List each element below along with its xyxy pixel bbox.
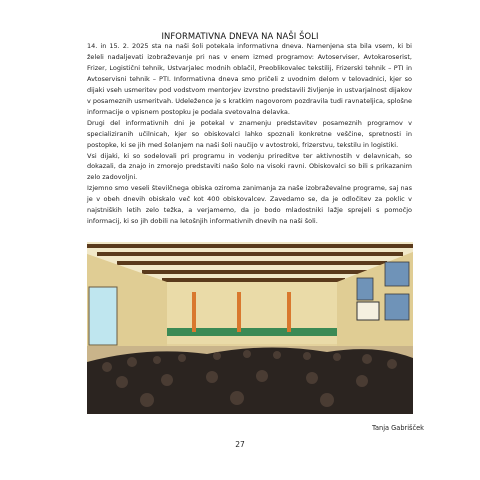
paragraph-2: Drugi del informativnih dni je potekal v znamenju predstavitev posameznih programov v specializiranih učilnicah, kjer so obiskovalci lahko spoznali konkretne veščine, spretnosti in postopke, ki se jih med šolanjem na naši šoli naučijo v avtostroki, frizerstvu, tekstilu in logistiki.: [87, 118, 412, 149]
basketball-backboard: [357, 302, 379, 320]
gym-event-photo: [87, 242, 413, 414]
paragraph-3: Vsi dijaki, ki so sodelovali pri programu in vodenju prireditve ter aktivnostih v delavnicah, so dokazali, da znajo in zmorejo predstaviti našo šolo na visoki ravni. Obiskovalci so bili s prikazanim zelo zadovoljni.: [87, 151, 412, 182]
page-number: 27: [235, 440, 245, 449]
photo-credit: Tanja Gabrišček: [372, 424, 424, 432]
page-title: INFORMATIVNA DNEVA NA NAŠI ŠOLI: [161, 31, 319, 41]
paragraph-4: Izjemno smo veseli številčnega obiska oziroma zanimanja za naše izobraževalne programe, saj nas je v obeh dnevih obiskalo več kot 400 obiskovalcev. Zavedamo se, da je odločitev za poklic v najstniških letih zelo težka, a verjamemo, da jo bodo mladostniki lažje sprejeli s pomočjo informacij, ki so jih dobili na letošnjih informativnih dnevih na naši šoli.: [87, 184, 412, 226]
gym-photo-illustration: [87, 242, 413, 414]
article-body: [87, 41, 412, 227]
projection-screen: [89, 287, 117, 345]
paragraph-1: 14. in 15. 2. 2025 sta na naši šoli potekala informativna dneva. Namenjena sta bila vsem, ki bi želeli nadaljevati izobraževanje pri nas v enem izmed programov: Avtoserviser, Avtokaroserist, Frizer, Logistični tehnik, Ustvarjalec modnih oblačil, Preoblikovalec tekstilij, Frizerski tehnik – PTI in Avtoservisni tehnik – PTI. Informativna dneva smo pričeli z uvodnim delom v telovadnici, kjer so dijaki vseh usmeritev pod vodstvom mentorjev izvrstno predstavili življenje in ustvarjalnost dijakov v posameznih usmeritvah. Udeležence je s kratkim nagovorom pozdravila tudi ravnateljica, splošne informacije o vpisnem postopku je podala svetovalna delavka.: [87, 42, 412, 116]
